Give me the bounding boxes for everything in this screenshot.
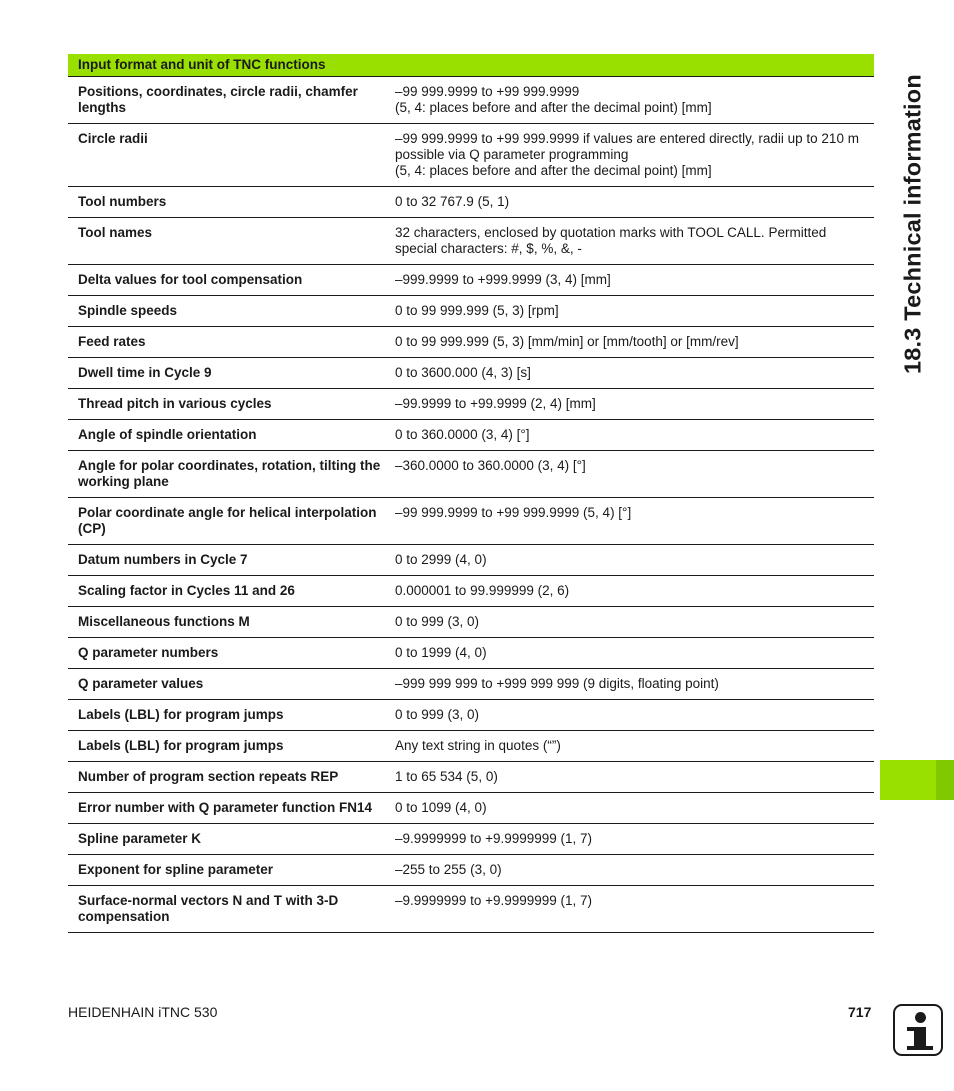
- row-value: –999.9999 to +999.9999 (3, 4) [mm]: [395, 272, 611, 287]
- row-label: Thread pitch in various cycles: [78, 396, 272, 411]
- table-row: [68, 187, 874, 218]
- row-value: 0 to 999 (3, 0): [395, 614, 480, 629]
- row-value: 0.000001 to 99.999999 (2, 6): [395, 583, 570, 598]
- row-label: Positions, coordinates, circle radii, chamfer lengths: [78, 84, 358, 115]
- row-value: 0 to 360.0000 (3, 4) [°]: [395, 427, 530, 442]
- row-label: Scaling factor in Cycles 11 and 26: [78, 583, 295, 598]
- row-label: Feed rates: [78, 334, 146, 349]
- row-value: 0 to 2999 (4, 0): [395, 552, 487, 567]
- table-row: [68, 607, 874, 638]
- row-label: Circle radii: [78, 131, 148, 146]
- row-label: Angle of spindle orientation: [78, 427, 257, 442]
- row-label: Datum numbers in Cycle 7: [78, 552, 248, 567]
- footer-product: HEIDENHAIN iTNC 530: [68, 1004, 218, 1020]
- table-row: [68, 545, 874, 576]
- row-label: Spindle speeds: [78, 303, 178, 318]
- page-number: 717: [848, 1004, 872, 1020]
- table-row: [68, 886, 874, 933]
- spec-table: [68, 54, 874, 933]
- row-label: Labels (LBL) for program jumps: [78, 707, 284, 722]
- row-value: –99 999.9999 to +99 999.9999 (5, 4: places before and after the decimal point) [mm]: [395, 84, 712, 115]
- table-body: [68, 76, 874, 933]
- row-label: Exponent for spline parameter: [78, 862, 274, 877]
- table-row: [68, 389, 874, 420]
- table-row: [68, 498, 874, 545]
- row-label: Spline parameter K: [78, 831, 202, 846]
- row-label: Delta values for tool compensation: [78, 272, 303, 287]
- table-row: [68, 669, 874, 700]
- row-label: Miscellaneous functions M: [78, 614, 250, 629]
- table-row: [68, 420, 874, 451]
- row-value: –99 999.9999 to +99 999.9999 if values are entered directly, radii up to 210 m possible via Q parameter programming (5, 4: places before and after the decimal point) [mm]: [395, 131, 859, 178]
- table-row: [68, 296, 874, 327]
- row-label: Tool names: [78, 225, 153, 240]
- table-row: [68, 762, 874, 793]
- row-value: 0 to 1099 (4, 0): [395, 800, 487, 815]
- table-row: [68, 124, 874, 187]
- table-row: [68, 327, 874, 358]
- row-value: –9.9999999 to +9.9999999 (1, 7): [395, 893, 593, 908]
- row-label: Tool numbers: [78, 194, 167, 209]
- table-row: [68, 824, 874, 855]
- row-value: 0 to 32 767.9 (5, 1): [395, 194, 510, 209]
- table-row: [68, 576, 874, 607]
- info-icon: [893, 1004, 943, 1056]
- row-value: –99 999.9999 to +99 999.9999 (5, 4) [°]: [395, 505, 632, 520]
- row-label: Dwell time in Cycle 9: [78, 365, 212, 380]
- table-row: [68, 731, 874, 762]
- chapter-tab-edge: [936, 760, 954, 800]
- row-value: –9.9999999 to +9.9999999 (1, 7): [395, 831, 593, 846]
- row-label: Q parameter numbers: [78, 645, 219, 660]
- table-row: [68, 76, 874, 124]
- row-label: Surface-normal vectors N and T with 3-D compensation: [78, 893, 339, 924]
- row-label: Number of program section repeats REP: [78, 769, 339, 784]
- row-label: Angle for polar coordinates, rotation, tilting the working plane: [78, 458, 381, 489]
- row-value: 0 to 999 (3, 0): [395, 707, 480, 722]
- row-label: Q parameter values: [78, 676, 204, 691]
- row-value: 32 characters, enclosed by quotation marks with TOOL CALL. Permitted special characters: #, $, %, &, -: [395, 225, 827, 256]
- row-value: –99.9999 to +99.9999 (2, 4) [mm]: [395, 396, 596, 411]
- row-value: 0 to 1999 (4, 0): [395, 645, 487, 660]
- row-value: –999 999 999 to +999 999 999 (9 digits, floating point): [395, 676, 719, 691]
- row-label: Error number with Q parameter function FN14: [78, 800, 373, 815]
- table-row: [68, 700, 874, 731]
- table-header: Input format and unit of TNC functions: [68, 54, 874, 76]
- row-label: Polar coordinate angle for helical interpolation (CP): [78, 505, 377, 536]
- section-title: 18.3 Technical information: [899, 74, 926, 374]
- table-row: [68, 358, 874, 389]
- row-value: 0 to 99 999.999 (5, 3) [mm/min] or [mm/tooth] or [mm/rev]: [395, 334, 739, 349]
- table-row: [68, 855, 874, 886]
- row-value: 1 to 65 534 (5, 0): [395, 769, 498, 784]
- row-value: 0 to 3600.000 (4, 3) [s]: [395, 365, 531, 380]
- table-row: [68, 265, 874, 296]
- row-value: –255 to 255 (3, 0): [395, 862, 502, 877]
- row-value: Any text string in quotes (“”): [395, 738, 561, 753]
- table-row: [68, 218, 874, 265]
- row-value: –360.0000 to 360.0000 (3, 4) [°]: [395, 458, 586, 473]
- table-row: [68, 451, 874, 498]
- row-label: Labels (LBL) for program jumps: [78, 738, 284, 753]
- row-value: 0 to 99 999.999 (5, 3) [rpm]: [395, 303, 559, 318]
- table-row: [68, 638, 874, 669]
- table-row: [68, 793, 874, 824]
